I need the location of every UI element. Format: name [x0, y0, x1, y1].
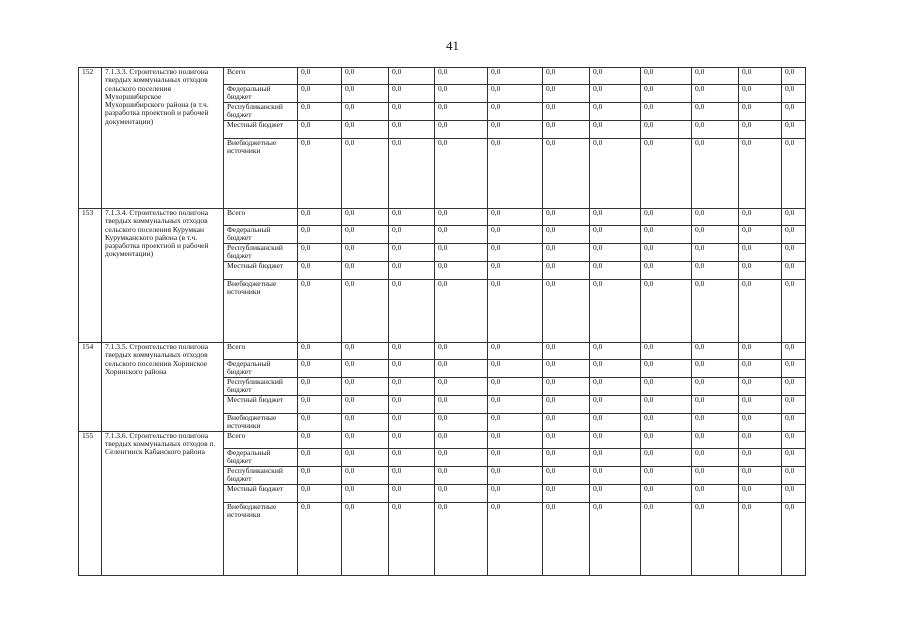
- amount-cell: 0,0: [692, 121, 739, 139]
- amount-cell: 0,0: [435, 85, 488, 103]
- amount-cell: 0,0: [692, 262, 739, 280]
- amount-cell: 0,0: [739, 103, 782, 121]
- amount-cell: 0,0: [692, 226, 739, 244]
- row-number: 154: [79, 343, 102, 432]
- amount-cell: 0,0: [782, 226, 806, 244]
- amount-cell: 0,0: [782, 103, 806, 121]
- amount-cell: 0,0: [298, 209, 342, 226]
- measure-description: 7.1.3.6. Строительство полигона твердых коммунальных отходов п. Селенгинск Кабанского района: [102, 431, 224, 575]
- amount-cell: 0,0: [641, 343, 692, 360]
- amount-cell: 0,0: [342, 68, 389, 85]
- amount-cell: 0,0: [435, 360, 488, 378]
- amount-cell: 0,0: [641, 121, 692, 139]
- funding-source: Республиканский бюджет: [224, 244, 298, 262]
- amount-cell: 0,0: [298, 262, 342, 280]
- amount-cell: 0,0: [342, 209, 389, 226]
- amount-cell: 0,0: [543, 448, 590, 466]
- row-number: 153: [79, 209, 102, 343]
- amount-cell: 0,0: [342, 343, 389, 360]
- amount-cell: 0,0: [739, 448, 782, 466]
- amount-cell: 0,0: [739, 244, 782, 262]
- amount-cell: 0,0: [590, 378, 641, 396]
- amount-cell: 0,0: [488, 280, 543, 343]
- amount-cell: 0,0: [488, 448, 543, 466]
- amount-cell: 0,0: [590, 139, 641, 209]
- amount-cell: 0,0: [389, 360, 435, 378]
- amount-cell: 0,0: [782, 378, 806, 396]
- funding-source: Местный бюджет: [224, 262, 298, 280]
- amount-cell: 0,0: [543, 502, 590, 575]
- table-body: [79, 68, 806, 576]
- amount-cell: 0,0: [488, 466, 543, 484]
- amount-cell: 0,0: [488, 343, 543, 360]
- amount-cell: 0,0: [298, 226, 342, 244]
- amount-cell: 0,0: [389, 414, 435, 432]
- amount-cell: 0,0: [488, 414, 543, 432]
- amount-cell: 0,0: [298, 121, 342, 139]
- amount-cell: 0,0: [692, 343, 739, 360]
- amount-cell: 0,0: [543, 262, 590, 280]
- amount-cell: 0,0: [739, 431, 782, 448]
- amount-cell: 0,0: [739, 378, 782, 396]
- amount-cell: 0,0: [298, 343, 342, 360]
- amount-cell: 0,0: [739, 414, 782, 432]
- amount-cell: 0,0: [739, 396, 782, 414]
- funding-source: Внебюджетные источники: [224, 139, 298, 209]
- funding-source: Федеральный бюджет: [224, 85, 298, 103]
- funding-source: Федеральный бюджет: [224, 448, 298, 466]
- measure-description: 7.1.3.5. Строительство полигона твердых коммунальных отходов сельского поселения Хоринское Хоринского района: [102, 343, 224, 432]
- amount-cell: 0,0: [543, 431, 590, 448]
- amount-cell: 0,0: [488, 431, 543, 448]
- funding-source: Всего: [224, 343, 298, 360]
- table-row: [79, 431, 806, 448]
- amount-cell: 0,0: [590, 484, 641, 502]
- amount-cell: 0,0: [342, 280, 389, 343]
- amount-cell: 0,0: [782, 121, 806, 139]
- amount-cell: 0,0: [692, 502, 739, 575]
- amount-cell: 0,0: [543, 85, 590, 103]
- amount-cell: 0,0: [342, 378, 389, 396]
- amount-cell: 0,0: [342, 448, 389, 466]
- amount-cell: 0,0: [488, 103, 543, 121]
- amount-cell: 0,0: [389, 280, 435, 343]
- amount-cell: 0,0: [590, 103, 641, 121]
- amount-cell: 0,0: [590, 414, 641, 432]
- amount-cell: 0,0: [739, 226, 782, 244]
- amount-cell: 0,0: [782, 280, 806, 343]
- funding-source: Всего: [224, 431, 298, 448]
- funding-source: Внебюджетные источники: [224, 280, 298, 343]
- amount-cell: 0,0: [543, 466, 590, 484]
- amount-cell: 0,0: [641, 502, 692, 575]
- amount-cell: 0,0: [692, 244, 739, 262]
- amount-cell: 0,0: [590, 262, 641, 280]
- amount-cell: 0,0: [543, 414, 590, 432]
- amount-cell: 0,0: [641, 414, 692, 432]
- measure-description: 7.1.3.3. Строительство полигона твердых коммунальных отходов сельского поселения Мухоршибирское Мухоршибирского района (в т.ч. разработка проектной и рабочей документации): [102, 68, 224, 209]
- amount-cell: 0,0: [543, 103, 590, 121]
- amount-cell: 0,0: [342, 466, 389, 484]
- amount-cell: 0,0: [389, 343, 435, 360]
- amount-cell: 0,0: [488, 121, 543, 139]
- amount-cell: 0,0: [298, 103, 342, 121]
- amount-cell: 0,0: [342, 121, 389, 139]
- amount-cell: 0,0: [435, 103, 488, 121]
- amount-cell: 0,0: [692, 448, 739, 466]
- funding-source: Республиканский бюджет: [224, 466, 298, 484]
- table-row: [79, 343, 806, 360]
- amount-cell: 0,0: [435, 448, 488, 466]
- amount-cell: 0,0: [782, 502, 806, 575]
- amount-cell: 0,0: [488, 502, 543, 575]
- amount-cell: 0,0: [298, 139, 342, 209]
- amount-cell: 0,0: [739, 121, 782, 139]
- amount-cell: 0,0: [298, 244, 342, 262]
- amount-cell: 0,0: [543, 343, 590, 360]
- amount-cell: 0,0: [782, 244, 806, 262]
- row-number: 155: [79, 431, 102, 575]
- amount-cell: 0,0: [342, 103, 389, 121]
- amount-cell: 0,0: [782, 343, 806, 360]
- amount-cell: 0,0: [435, 139, 488, 209]
- amount-cell: 0,0: [298, 85, 342, 103]
- amount-cell: 0,0: [298, 378, 342, 396]
- amount-cell: 0,0: [298, 360, 342, 378]
- amount-cell: 0,0: [590, 68, 641, 85]
- amount-cell: 0,0: [389, 262, 435, 280]
- amount-cell: 0,0: [641, 466, 692, 484]
- amount-cell: 0,0: [543, 280, 590, 343]
- amount-cell: 0,0: [435, 209, 488, 226]
- amount-cell: 0,0: [782, 484, 806, 502]
- amount-cell: 0,0: [389, 85, 435, 103]
- amount-cell: 0,0: [782, 414, 806, 432]
- amount-cell: 0,0: [590, 226, 641, 244]
- funding-source: Местный бюджет: [224, 121, 298, 139]
- amount-cell: 0,0: [641, 85, 692, 103]
- amount-cell: 0,0: [435, 262, 488, 280]
- measure-description: 7.1.3.4. Строительство полигона твердых коммунальных отходов сельского поселения Курумкан Курумканского района (в т.ч. разработка проектной и рабочей документации): [102, 209, 224, 343]
- amount-cell: 0,0: [435, 431, 488, 448]
- row-number: 152: [79, 68, 102, 209]
- amount-cell: 0,0: [543, 121, 590, 139]
- amount-cell: 0,0: [641, 448, 692, 466]
- amount-cell: 0,0: [782, 209, 806, 226]
- amount-cell: 0,0: [692, 378, 739, 396]
- amount-cell: 0,0: [692, 414, 739, 432]
- amount-cell: 0,0: [298, 280, 342, 343]
- amount-cell: 0,0: [435, 484, 488, 502]
- amount-cell: 0,0: [739, 343, 782, 360]
- amount-cell: 0,0: [543, 396, 590, 414]
- amount-cell: 0,0: [692, 85, 739, 103]
- amount-cell: 0,0: [488, 396, 543, 414]
- amount-cell: 0,0: [590, 244, 641, 262]
- amount-cell: 0,0: [435, 378, 488, 396]
- amount-cell: 0,0: [342, 414, 389, 432]
- amount-cell: 0,0: [590, 502, 641, 575]
- amount-cell: 0,0: [590, 448, 641, 466]
- financing-table: [78, 67, 806, 576]
- amount-cell: 0,0: [435, 414, 488, 432]
- amount-cell: 0,0: [298, 448, 342, 466]
- amount-cell: 0,0: [692, 139, 739, 209]
- amount-cell: 0,0: [488, 209, 543, 226]
- amount-cell: 0,0: [590, 360, 641, 378]
- amount-cell: 0,0: [739, 209, 782, 226]
- amount-cell: 0,0: [298, 68, 342, 85]
- amount-cell: 0,0: [389, 396, 435, 414]
- amount-cell: 0,0: [488, 484, 543, 502]
- amount-cell: 0,0: [739, 360, 782, 378]
- amount-cell: 0,0: [641, 139, 692, 209]
- amount-cell: 0,0: [692, 209, 739, 226]
- amount-cell: 0,0: [692, 360, 739, 378]
- amount-cell: 0,0: [692, 103, 739, 121]
- amount-cell: 0,0: [488, 139, 543, 209]
- amount-cell: 0,0: [590, 396, 641, 414]
- amount-cell: 0,0: [641, 244, 692, 262]
- amount-cell: 0,0: [739, 484, 782, 502]
- amount-cell: 0,0: [782, 360, 806, 378]
- amount-cell: 0,0: [782, 85, 806, 103]
- amount-cell: 0,0: [543, 378, 590, 396]
- amount-cell: 0,0: [389, 244, 435, 262]
- funding-source: Внебюджетные источники: [224, 502, 298, 575]
- amount-cell: 0,0: [641, 396, 692, 414]
- amount-cell: 0,0: [543, 209, 590, 226]
- amount-cell: 0,0: [389, 502, 435, 575]
- amount-cell: 0,0: [342, 502, 389, 575]
- amount-cell: 0,0: [782, 396, 806, 414]
- amount-cell: 0,0: [342, 226, 389, 244]
- amount-cell: 0,0: [298, 502, 342, 575]
- amount-cell: 0,0: [590, 209, 641, 226]
- funding-source: Всего: [224, 68, 298, 85]
- amount-cell: 0,0: [488, 244, 543, 262]
- amount-cell: 0,0: [342, 484, 389, 502]
- amount-cell: 0,0: [739, 68, 782, 85]
- amount-cell: 0,0: [389, 103, 435, 121]
- amount-cell: 0,0: [641, 103, 692, 121]
- amount-cell: 0,0: [641, 360, 692, 378]
- amount-cell: 0,0: [342, 244, 389, 262]
- amount-cell: 0,0: [641, 280, 692, 343]
- amount-cell: 0,0: [590, 466, 641, 484]
- amount-cell: 0,0: [298, 396, 342, 414]
- amount-cell: 0,0: [389, 484, 435, 502]
- amount-cell: 0,0: [389, 378, 435, 396]
- amount-cell: 0,0: [389, 448, 435, 466]
- amount-cell: 0,0: [739, 139, 782, 209]
- amount-cell: 0,0: [543, 139, 590, 209]
- amount-cell: 0,0: [782, 262, 806, 280]
- amount-cell: 0,0: [298, 466, 342, 484]
- amount-cell: 0,0: [641, 226, 692, 244]
- amount-cell: 0,0: [389, 431, 435, 448]
- amount-cell: 0,0: [298, 431, 342, 448]
- amount-cell: 0,0: [435, 466, 488, 484]
- amount-cell: 0,0: [782, 139, 806, 209]
- amount-cell: 0,0: [739, 280, 782, 343]
- amount-cell: 0,0: [488, 85, 543, 103]
- amount-cell: 0,0: [298, 484, 342, 502]
- amount-cell: 0,0: [389, 209, 435, 226]
- funding-source: Местный бюджет: [224, 396, 298, 414]
- table-row: [79, 68, 806, 85]
- amount-cell: 0,0: [488, 360, 543, 378]
- amount-cell: 0,0: [739, 502, 782, 575]
- amount-cell: 0,0: [782, 68, 806, 85]
- amount-cell: 0,0: [342, 262, 389, 280]
- amount-cell: 0,0: [641, 68, 692, 85]
- amount-cell: 0,0: [543, 244, 590, 262]
- amount-cell: 0,0: [435, 343, 488, 360]
- amount-cell: 0,0: [342, 360, 389, 378]
- amount-cell: 0,0: [739, 466, 782, 484]
- funding-source: Внебюджетные источники: [224, 414, 298, 432]
- amount-cell: 0,0: [782, 431, 806, 448]
- amount-cell: 0,0: [435, 68, 488, 85]
- funding-source: Федеральный бюджет: [224, 226, 298, 244]
- page-number: 41: [446, 38, 459, 53]
- amount-cell: 0,0: [389, 139, 435, 209]
- amount-cell: 0,0: [342, 139, 389, 209]
- amount-cell: 0,0: [389, 466, 435, 484]
- funding-source: Местный бюджет: [224, 484, 298, 502]
- amount-cell: 0,0: [692, 484, 739, 502]
- amount-cell: 0,0: [435, 280, 488, 343]
- funding-source: Республиканский бюджет: [224, 378, 298, 396]
- funding-source: Федеральный бюджет: [224, 360, 298, 378]
- amount-cell: 0,0: [692, 68, 739, 85]
- amount-cell: 0,0: [692, 280, 739, 343]
- amount-cell: 0,0: [641, 262, 692, 280]
- amount-cell: 0,0: [782, 448, 806, 466]
- amount-cell: 0,0: [590, 431, 641, 448]
- amount-cell: 0,0: [692, 396, 739, 414]
- amount-cell: 0,0: [543, 360, 590, 378]
- amount-cell: 0,0: [739, 85, 782, 103]
- amount-cell: 0,0: [298, 414, 342, 432]
- amount-cell: 0,0: [389, 226, 435, 244]
- amount-cell: 0,0: [590, 343, 641, 360]
- amount-cell: 0,0: [782, 466, 806, 484]
- amount-cell: 0,0: [488, 262, 543, 280]
- amount-cell: 0,0: [590, 121, 641, 139]
- amount-cell: 0,0: [641, 209, 692, 226]
- funding-source: Всего: [224, 209, 298, 226]
- amount-cell: 0,0: [692, 466, 739, 484]
- amount-cell: 0,0: [435, 244, 488, 262]
- amount-cell: 0,0: [342, 396, 389, 414]
- amount-cell: 0,0: [389, 68, 435, 85]
- amount-cell: 0,0: [543, 68, 590, 85]
- amount-cell: 0,0: [488, 378, 543, 396]
- amount-cell: 0,0: [389, 121, 435, 139]
- amount-cell: 0,0: [543, 484, 590, 502]
- amount-cell: 0,0: [590, 280, 641, 343]
- amount-cell: 0,0: [342, 431, 389, 448]
- table-row: [79, 209, 806, 226]
- amount-cell: 0,0: [641, 484, 692, 502]
- amount-cell: 0,0: [342, 85, 389, 103]
- amount-cell: 0,0: [543, 226, 590, 244]
- amount-cell: 0,0: [435, 121, 488, 139]
- amount-cell: 0,0: [488, 226, 543, 244]
- amount-cell: 0,0: [435, 396, 488, 414]
- amount-cell: 0,0: [641, 431, 692, 448]
- funding-source: Республиканский бюджет: [224, 103, 298, 121]
- amount-cell: 0,0: [590, 85, 641, 103]
- amount-cell: 0,0: [641, 378, 692, 396]
- amount-cell: 0,0: [435, 226, 488, 244]
- amount-cell: 0,0: [692, 431, 739, 448]
- amount-cell: 0,0: [435, 502, 488, 575]
- amount-cell: 0,0: [739, 262, 782, 280]
- amount-cell: 0,0: [488, 68, 543, 85]
